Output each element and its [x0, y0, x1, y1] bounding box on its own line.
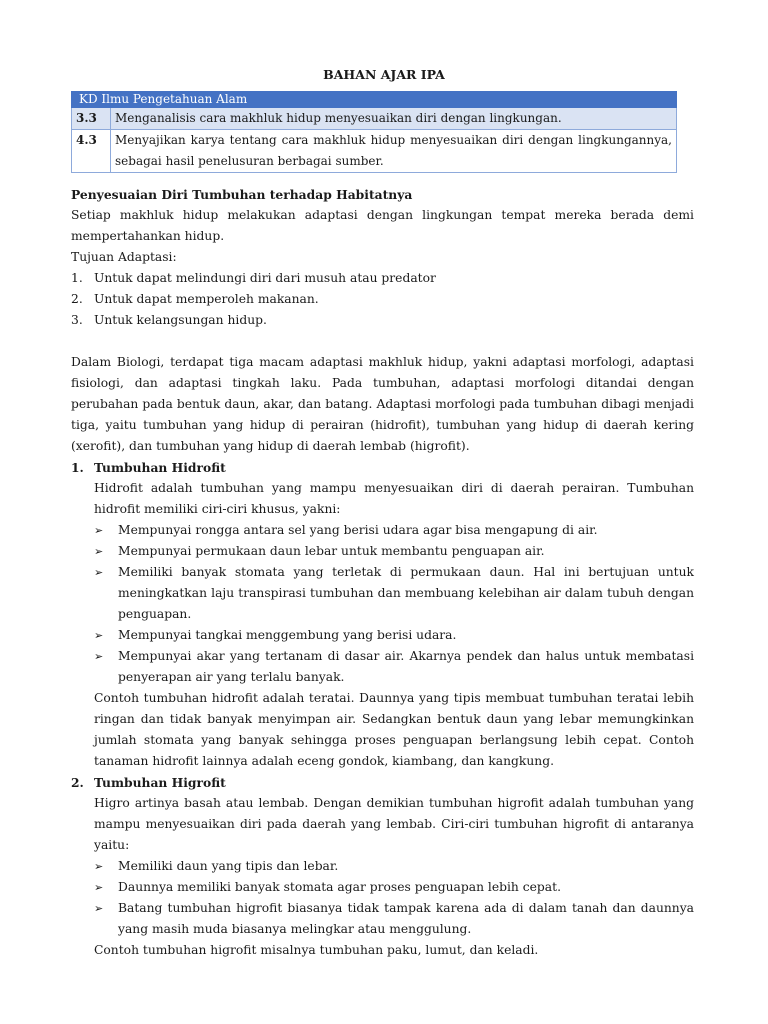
subsection-number: 2.: [71, 775, 84, 790]
arrow-bullet-icon: ➢: [94, 881, 104, 894]
bullet-text: Memiliki daun yang tipis dan lebar.: [118, 859, 339, 873]
arrow-bullet-icon: ➢: [94, 566, 104, 579]
table-row: [72, 130, 677, 173]
list-text: Untuk kelangsungan hidup.: [94, 313, 267, 327]
kd-number: 4.3: [72, 130, 111, 173]
subsection-number: 1.: [71, 460, 84, 475]
arrow-bullet-icon: ➢: [94, 545, 104, 558]
bullet-text: Mempunyai permukaan daun lebar untuk membantu penguapan air.: [118, 544, 545, 558]
subsection-heading: [71, 457, 694, 478]
list-item: [71, 898, 694, 940]
bullet-text: Batang tumbuhan higrofit biasanya tidak tampak karena ada di dalam tanah dan daunnya yang masih muda biasanya melingkar atau menggulung.: [118, 901, 694, 936]
table-row: [72, 108, 677, 130]
list-item: [71, 856, 694, 877]
kd-description: Menyajikan karya tentang cara makhluk hidup menyesuaikan diri dengan lingkungannya, sebagai hasil penelusuran berbagai sumber.: [111, 130, 677, 173]
arrow-bullet-icon: ➢: [94, 902, 104, 915]
kd-number: 3.3: [72, 108, 111, 130]
document-title: BAHAN AJAR IPA: [323, 67, 445, 82]
list-item: [71, 541, 694, 562]
hidrofit-example: Contoh tumbuhan hidrofit adalah teratai. Daunnya yang tipis membuat tumbuhan teratai lebih ringan dan tidak banyak menyimpan air. Sedangkan bentuk daun yang lebar memungkinkan jumlah stomata yang banyak sehingga proses penguapan berlangsung lebih cepat. Contoh tanaman hidrofit lainnya adalah eceng gondok, kiambang, dan kangkung.: [94, 691, 694, 768]
list-number: 2.: [71, 292, 83, 306]
bullet-text: Mempunyai akar yang tertanam di dasar air. Akarnya pendek dan halus untuk membatasi penyerapan air yang terlalu banyak.: [118, 649, 694, 684]
arrow-bullet-icon: ➢: [94, 629, 104, 642]
list-number: 1.: [71, 271, 83, 285]
list-text: Untuk dapat memperoleh makanan.: [94, 292, 319, 306]
kd-description: Menganalisis cara makhluk hidup menyesuaikan diri dengan lingkungan.: [111, 108, 677, 130]
list-text: Untuk dapat melindungi diri dari musuh atau predator: [94, 271, 436, 285]
list-item: [71, 310, 694, 331]
list-number: 3.: [71, 313, 83, 327]
kd-table-header: KD Ilmu Pengetahuan Alam: [72, 92, 677, 108]
list-item: [71, 520, 694, 541]
list-item: [71, 877, 694, 898]
document-body: [71, 184, 694, 961]
intro-paragraph: Setiap makhluk hidup melakukan adaptasi dengan lingkungan tempat mereka berada demi mempertahankan hidup.: [71, 208, 694, 243]
arrow-bullet-icon: ➢: [94, 650, 104, 663]
bullet-text: Daunnya memiliki banyak stomata agar proses penguapan lebih cepat.: [118, 880, 561, 894]
hidrofit-intro: Hidrofit adalah tumbuhan yang mampu menyesuaikan diri di daerah perairan. Tumbuhan hidrofit memiliki ciri-ciri khusus, yakni:: [94, 481, 694, 516]
biologi-paragraph: Dalam Biologi, terdapat tiga macam adaptasi makhluk hidup, yakni adaptasi morfologi, adaptasi fisiologi, dan adaptasi tingkah laku. Pada tumbuhan, adaptasi morfologi ditandai dengan perubahan pada bentuk daun, akar, dan batang. Adaptasi morfologi pada tumbuhan dibagi menjadi tiga, yaitu tumbuhan yang hidup di perairan (hidrofit), tumbuhan yang hidup di daerah kering (xerofit), dan tumbuhan yang hidup di daerah lembab (higrofit).: [71, 355, 694, 453]
bullet-text: Memiliki banyak stomata yang terletak di permukaan daun. Hal ini bertujuan untuk meningkatkan laju transpirasi tumbuhan dan membuang kelebihan air dalam tubuh dengan penguapan.: [118, 565, 694, 621]
subsection-heading: [71, 772, 694, 793]
kd-table: [71, 91, 677, 173]
arrow-bullet-icon: ➢: [94, 860, 104, 873]
bullet-text: Mempunyai rongga antara sel yang berisi udara agar bisa mengapung di air.: [118, 523, 598, 537]
section-heading: Penyesuaian Diri Tumbuhan terhadap Habitatnya: [71, 187, 413, 202]
higrofit-example: Contoh tumbuhan higrofit misalnya tumbuhan paku, lumut, dan keladi.: [94, 943, 539, 957]
list-item: [71, 289, 694, 310]
list-item: [71, 625, 694, 646]
list-item: [71, 562, 694, 625]
list-item: [71, 646, 694, 688]
higrofit-intro: Higro artinya basah atau lembab. Dengan demikian tumbuhan higrofit adalah tumbuhan yang mampu menyesuaikan diri pada daerah yang lembab. Ciri-ciri tumbuhan higrofit di antaranya yaitu:: [94, 796, 694, 852]
subsection-title: Tumbuhan Hidrofit: [94, 460, 226, 475]
arrow-bullet-icon: ➢: [94, 524, 104, 537]
list-item: [71, 268, 694, 289]
bullet-text: Mempunyai tangkai menggembung yang berisi udara.: [118, 628, 457, 642]
tujuan-label: Tujuan Adaptasi:: [71, 250, 177, 264]
subsection-title: Tumbuhan Higrofit: [94, 775, 226, 790]
